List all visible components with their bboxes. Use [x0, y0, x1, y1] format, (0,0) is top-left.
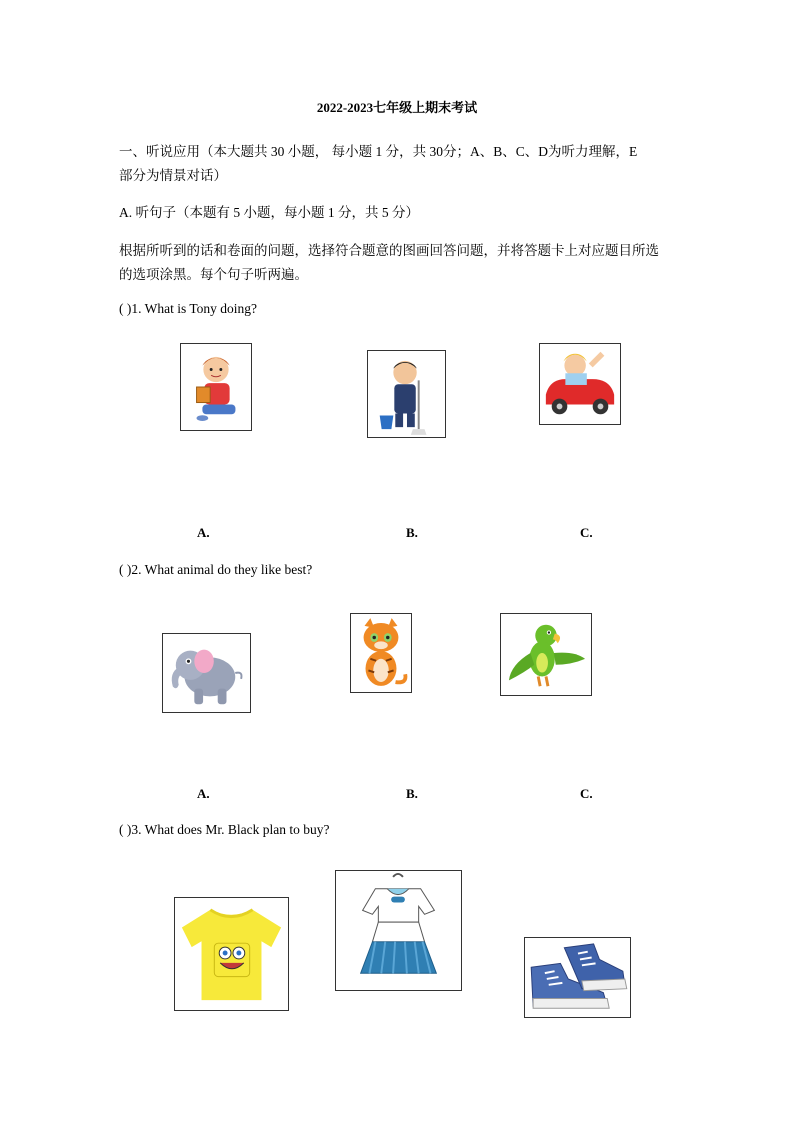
sneakers-image[interactable]: [524, 937, 631, 1018]
section-heading-line1: 一、听说应用（本大题共 30 小题， 每小题 1 分，共 30分；A、B、C、D为听力理解，E: [119, 144, 638, 159]
elephant-icon: [163, 634, 250, 712]
question-3: ( )3. What does Mr. Black plan to buy?: [119, 822, 330, 837]
yellow-tshirt-icon: [175, 898, 288, 1010]
instruction-line2: 的选项涂黑。每个句子听两遍。: [119, 267, 308, 282]
option-c-q2: C.: [580, 786, 593, 801]
option-b-q1: B.: [406, 525, 418, 540]
part-a-heading: A. 听句子（本题有 5 小题，每小题 1 分，共 5 分）: [119, 205, 419, 220]
sneakers-icon: [525, 938, 630, 1017]
option-a-q2: A.: [197, 786, 210, 801]
option-b-q2: B.: [406, 786, 418, 801]
boy-reading-icon: [181, 344, 251, 430]
question-1: ( )1. What is Tony doing?: [119, 301, 258, 316]
option-a-q1: A.: [197, 525, 210, 540]
question-2: ( )2. What animal do they like best?: [119, 562, 313, 577]
boy-reading-image[interactable]: [180, 343, 252, 431]
tiger-cub-icon: [351, 614, 411, 692]
parrot-icon: [501, 614, 591, 695]
parrot-image[interactable]: [500, 613, 592, 696]
page-title: 2022-2023七年级上期末考试: [316, 100, 478, 115]
boy-in-red-car-icon: [540, 344, 620, 424]
elephant-image[interactable]: [162, 633, 251, 713]
tshirt-image[interactable]: [174, 897, 289, 1011]
boy-mopping-image[interactable]: [367, 350, 446, 438]
option-c-q1: C.: [580, 525, 593, 540]
boy-mopping-icon: [368, 351, 445, 437]
dress-image[interactable]: [335, 870, 462, 991]
boy-car-image[interactable]: [539, 343, 621, 425]
section-heading-line2: 部分为情景对话）: [119, 168, 227, 183]
tiger-image[interactable]: [350, 613, 412, 693]
dress-icon: [336, 871, 461, 990]
instruction-line1: 根据所听到的话和卷面的问题，选择符合题意的图画回答问题，并将答题卡上对应题目所选: [119, 243, 659, 258]
